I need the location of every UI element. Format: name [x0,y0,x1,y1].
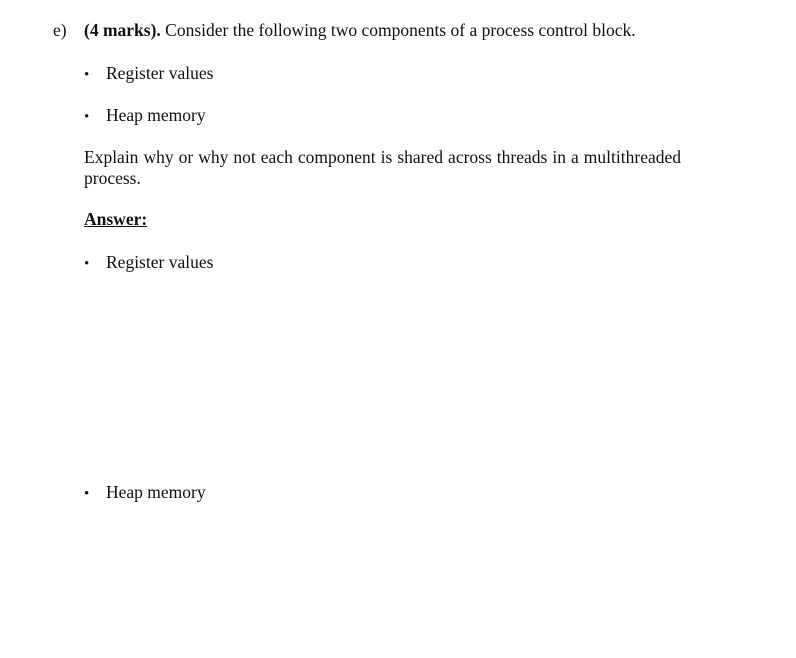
bullet-icon: • [84,67,90,83]
answer-item-label: Register values [106,252,214,272]
bullet-icon: • [84,486,90,502]
instruction-text: Explain why or why not each component is shared across threads in a multithreaded process. [84,147,681,188]
component-item [84,63,213,84]
bullet-icon: • [84,256,90,272]
answer-item-label: Heap memory [106,482,206,502]
question-label: e) [53,20,67,40]
answer-item [84,482,206,503]
question-prompt: Consider the following two components of a process control block. [165,20,636,40]
component-item [84,105,206,126]
answer-heading: Answer: [84,209,148,229]
bullet-icon: • [84,109,90,125]
component-label: Register values [106,63,214,83]
component-label: Heap memory [106,105,206,125]
marks-label: (4 marks). [84,20,161,40]
question-line [84,20,636,41]
answer-item [84,252,213,273]
